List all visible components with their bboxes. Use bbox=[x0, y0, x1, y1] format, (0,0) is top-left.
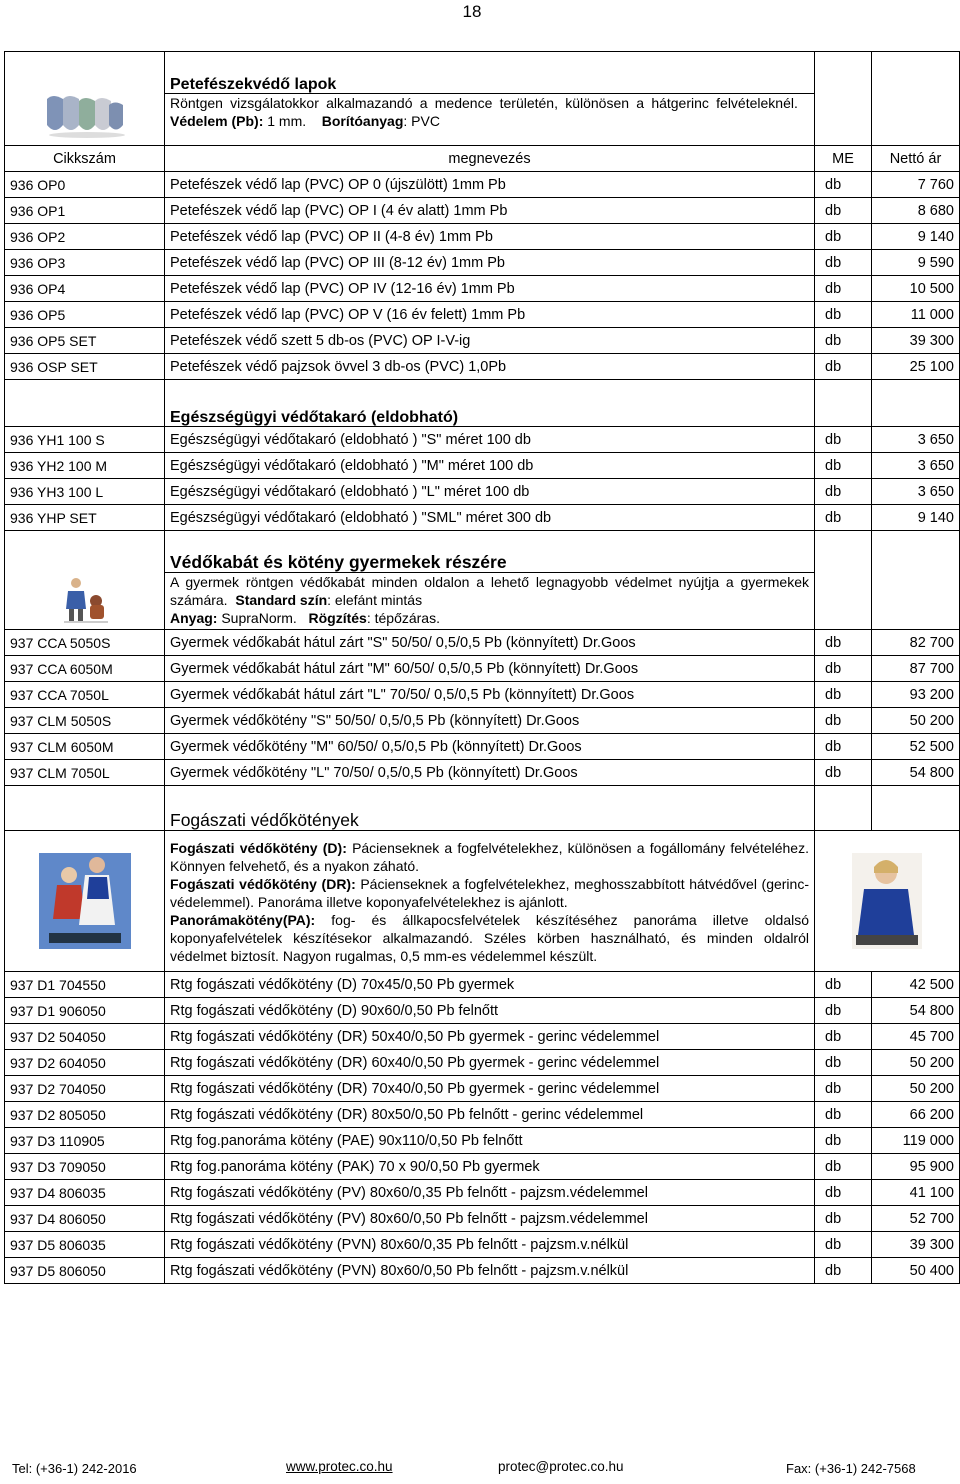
product-code: 937 D4 806035 bbox=[5, 1180, 165, 1206]
section-header bbox=[5, 380, 960, 427]
product-unit: db bbox=[815, 1024, 872, 1050]
ovary-shields-image bbox=[5, 52, 165, 146]
table-row bbox=[5, 479, 960, 505]
product-code: 936 OP3 bbox=[5, 250, 165, 276]
table-row bbox=[5, 505, 960, 531]
product-name: Petefészek védő lap (PVC) OP II (4-8 év) 1mm Pb bbox=[165, 224, 815, 250]
product-code: 937 D2 604050 bbox=[5, 1050, 165, 1076]
product-name: Rtg fogászati védőkötény (PVN) 80x60/0,35 Pb felnőtt - pajzsm.v.nélkül bbox=[165, 1232, 815, 1258]
product-unit: db bbox=[815, 276, 872, 302]
product-price: 50 200 bbox=[872, 708, 960, 734]
table-row bbox=[5, 427, 960, 453]
product-code: 937 D1 906050 bbox=[5, 998, 165, 1024]
section-title: Fogászati védőkötények bbox=[170, 810, 359, 830]
section-title: Egészségügyi védőtakaró (eldobható) bbox=[170, 409, 459, 426]
product-unit: db bbox=[815, 224, 872, 250]
product-code: 936 YHP SET bbox=[5, 505, 165, 531]
footer-fax: Fax: (+36-1) 242-7568 bbox=[786, 1461, 916, 1476]
product-unit: db bbox=[815, 427, 872, 453]
product-name: Rtg fogászati védőkötény (PV) 80x60/0,35 Pb felnőtt - pajzsm.védelemmel bbox=[165, 1180, 815, 1206]
product-code: 936 OP5 bbox=[5, 302, 165, 328]
product-code: 937 D2 704050 bbox=[5, 1076, 165, 1102]
product-unit: db bbox=[815, 505, 872, 531]
product-price: 45 700 bbox=[872, 1024, 960, 1050]
product-code: 937 CCA 6050M bbox=[5, 656, 165, 682]
product-name: Rtg fogászati védőkötény (DR) 50x40/0,50 Pb gyermek - gerinc védelemmel bbox=[165, 1024, 815, 1050]
product-name: Egészségügyi védőtakaró (eldobható ) "SML" méret 300 db bbox=[165, 505, 815, 531]
product-code: 937 D2 805050 bbox=[5, 1102, 165, 1128]
product-price: 10 500 bbox=[872, 276, 960, 302]
product-unit: db bbox=[815, 479, 872, 505]
table-row bbox=[5, 656, 960, 682]
table-row bbox=[5, 972, 960, 998]
footer bbox=[0, 1461, 960, 1481]
product-price: 93 200 bbox=[872, 682, 960, 708]
section-title: Védőkabát és kötény gyermekek részére bbox=[170, 552, 507, 572]
product-code: 937 CLM 6050M bbox=[5, 734, 165, 760]
product-unit: db bbox=[815, 1050, 872, 1076]
product-price: 39 300 bbox=[872, 328, 960, 354]
product-price: 8 680 bbox=[872, 198, 960, 224]
product-code: 937 CLM 5050S bbox=[5, 708, 165, 734]
table-row bbox=[5, 224, 960, 250]
table-row bbox=[5, 1024, 960, 1050]
product-price: 95 900 bbox=[872, 1154, 960, 1180]
dental-apron-photo-icon bbox=[39, 853, 131, 949]
product-name: Rtg fogászati védőkötény (PV) 80x60/0,50 Pb felnőtt - pajzsm.védelemmel bbox=[165, 1206, 815, 1232]
section-header bbox=[5, 52, 960, 94]
product-name: Gyermek védőkötény "L" 70/50/ 0,5/0,5 Pb (könnyített) Dr.Goos bbox=[165, 760, 815, 786]
product-unit: db bbox=[815, 734, 872, 760]
table-row bbox=[5, 630, 960, 656]
product-code: 936 OP2 bbox=[5, 224, 165, 250]
product-name: Gyermek védőkötény "M" 60/50/ 0,5/0,5 Pb (könnyített) Dr.Goos bbox=[165, 734, 815, 760]
table-row bbox=[5, 453, 960, 479]
product-code: 936 OP5 SET bbox=[5, 328, 165, 354]
product-price: 3 650 bbox=[872, 453, 960, 479]
table-row bbox=[5, 302, 960, 328]
table-row bbox=[5, 198, 960, 224]
table-row bbox=[5, 1180, 960, 1206]
product-name: Rtg fog.panoráma kötény (PAE) 90x110/0,50 Pb felnőtt bbox=[165, 1128, 815, 1154]
product-name: Egészségügyi védőtakaró (eldobható ) "S" méret 100 db bbox=[165, 427, 815, 453]
section-description: Fogászati védőkötény (D): Pácienseknek a fogfelvételekhez, különösen a fogállomány felvételéhez. Könnyen felvehető, és a nyakon záható. Fogászati védőkötény (DR): Pácienseknek a fogfelvételekhez, meghosszabbított hátvédővel (gerinc-védelemmel). Panoráma illetve koponyafelvételekhez is ajánlott. Panorámakötény(PA): fog- és állkapocsfelvételek készítéséhez panoráma illetve oldalsó koponyafelvételek készítésekor alkalmazandó. Széles körben használható, és minden oldalról védelmet biztosít. Nagyon rugalmas, 0,5 mm-es védelemmel készült. bbox=[5, 831, 960, 972]
product-code: 937 D1 704550 bbox=[5, 972, 165, 998]
product-name: Petefészek védő lap (PVC) OP III (8-12 év) 1mm Pb bbox=[165, 250, 815, 276]
product-name: Rtg fogászati védőkötény (DR) 70x40/0,50 Pb gyermek - gerinc védelemmel bbox=[165, 1076, 815, 1102]
product-name: Petefészek védő lap (PVC) OP 0 (újszülött) 1mm Pb bbox=[165, 172, 815, 198]
product-price: 54 800 bbox=[872, 760, 960, 786]
product-unit: db bbox=[815, 682, 872, 708]
product-code: 936 OP0 bbox=[5, 172, 165, 198]
table-row bbox=[5, 276, 960, 302]
table-row bbox=[5, 1206, 960, 1232]
product-name: Petefészek védő lap (PVC) OP V (16 év felett) 1mm Pb bbox=[165, 302, 815, 328]
dental-apron-photo-left bbox=[5, 831, 165, 972]
product-name: Rtg fogászati védőkötény (DR) 80x50/0,50 Pb felnőtt - gerinc védelemmel bbox=[165, 1102, 815, 1128]
section-title: Petefészekvédő lapok bbox=[170, 76, 337, 93]
product-price: 87 700 bbox=[872, 656, 960, 682]
product-unit: db bbox=[815, 302, 872, 328]
product-price: 41 100 bbox=[872, 1180, 960, 1206]
product-name: Petefészek védő pajzsok övvel 3 db-os (PVC) 1,0Pb bbox=[165, 354, 815, 380]
footer-tel: Tel: (+36-1) 242-2016 bbox=[12, 1461, 137, 1476]
col-header-unit: ME bbox=[815, 146, 872, 172]
product-unit: db bbox=[815, 708, 872, 734]
product-unit: db bbox=[815, 1206, 872, 1232]
product-name: Gyermek védőkabát hátul zárt "M" 60/50/ 0,5/0,5 Pb (könnyített) Dr.Goos bbox=[165, 656, 815, 682]
product-name: Petefészek védő szett 5 db-os (PVC) OP I-V-ig bbox=[165, 328, 815, 354]
child-apron-image bbox=[5, 531, 165, 630]
dental-apron-photo-icon bbox=[852, 853, 922, 949]
product-unit: db bbox=[815, 1128, 872, 1154]
table-row bbox=[5, 682, 960, 708]
product-unit: db bbox=[815, 998, 872, 1024]
table-row bbox=[5, 1232, 960, 1258]
product-name: Egészségügyi védőtakaró (eldobható ) "L" méret 100 db bbox=[165, 479, 815, 505]
product-price: 9 140 bbox=[872, 505, 960, 531]
product-name: Rtg fogászati védőkötény (PVN) 80x60/0,50 Pb felnőtt - pajzsm.v.nélkül bbox=[165, 1258, 815, 1284]
product-price: 50 200 bbox=[872, 1050, 960, 1076]
product-name: Petefészek védő lap (PVC) OP I (4 év alatt) 1mm Pb bbox=[165, 198, 815, 224]
table-row bbox=[5, 998, 960, 1024]
product-unit: db bbox=[815, 172, 872, 198]
table-row bbox=[5, 734, 960, 760]
product-price: 66 200 bbox=[872, 1102, 960, 1128]
product-code: 936 YH1 100 S bbox=[5, 427, 165, 453]
product-code: 937 CCA 5050S bbox=[5, 630, 165, 656]
dental-apron-photo-right bbox=[815, 831, 960, 972]
section-description: A gyermek röntgen védőkabát minden oldalon a lehető legnagyobb védelmet nyújtja a gyermekek számára. Standard szín: elefánt mintás Anyag: SupraNorm. Rögzítés: tépőzáras. bbox=[5, 573, 960, 630]
product-unit: db bbox=[815, 328, 872, 354]
table-row bbox=[5, 1128, 960, 1154]
product-code: 937 D5 806050 bbox=[5, 1258, 165, 1284]
product-price: 50 200 bbox=[872, 1076, 960, 1102]
product-price: 9 140 bbox=[872, 224, 960, 250]
section-header bbox=[5, 786, 960, 831]
product-price: 52 700 bbox=[872, 1206, 960, 1232]
product-price: 3 650 bbox=[872, 427, 960, 453]
product-name: Egészségügyi védőtakaró (eldobható ) "M" méret 100 db bbox=[165, 453, 815, 479]
product-unit: db bbox=[815, 1258, 872, 1284]
footer-website-link[interactable]: www.protec.co.hu bbox=[286, 1459, 393, 1474]
table-row bbox=[5, 1258, 960, 1284]
table-row bbox=[5, 354, 960, 380]
table-row bbox=[5, 328, 960, 354]
product-unit: db bbox=[815, 354, 872, 380]
product-name: Rtg fogászati védőkötény (D) 70x45/0,50 Pb gyermek bbox=[165, 972, 815, 998]
product-price: 42 500 bbox=[872, 972, 960, 998]
product-price: 3 650 bbox=[872, 479, 960, 505]
product-code: 936 OP1 bbox=[5, 198, 165, 224]
product-unit: db bbox=[815, 198, 872, 224]
table-row bbox=[5, 172, 960, 198]
product-unit: db bbox=[815, 656, 872, 682]
table-row bbox=[5, 1102, 960, 1128]
product-price: 82 700 bbox=[872, 630, 960, 656]
product-unit: db bbox=[815, 1180, 872, 1206]
product-unit: db bbox=[815, 1076, 872, 1102]
product-name: Petefészek védő lap (PVC) OP IV (12-16 év) 1mm Pb bbox=[165, 276, 815, 302]
product-name: Gyermek védőkabát hátul zárt "S" 50/50/ 0,5/0,5 Pb (könnyített) Dr.Goos bbox=[165, 630, 815, 656]
table-row bbox=[5, 708, 960, 734]
product-code: 937 CCA 7050L bbox=[5, 682, 165, 708]
product-code: 937 D3 709050 bbox=[5, 1154, 165, 1180]
product-price: 9 590 bbox=[872, 250, 960, 276]
product-unit: db bbox=[815, 760, 872, 786]
product-code: 936 YH2 100 M bbox=[5, 453, 165, 479]
product-price: 25 100 bbox=[872, 354, 960, 380]
product-price: 39 300 bbox=[872, 1232, 960, 1258]
product-code: 937 D4 806050 bbox=[5, 1206, 165, 1232]
product-price: 119 000 bbox=[872, 1128, 960, 1154]
table-row bbox=[5, 1050, 960, 1076]
product-name: Rtg fog.panoráma kötény (PAK) 70 x 90/0,50 Pb gyermek bbox=[165, 1154, 815, 1180]
product-unit: db bbox=[815, 630, 872, 656]
section-description: Röntgen vizsgálatokkor alkalmazandó a medence területén, különösen a hátgerinc felvételeknél. Védelem (Pb): 1 mm. Borítóanyag: PVC bbox=[5, 94, 960, 146]
product-unit: db bbox=[815, 1232, 872, 1258]
product-name: Gyermek védőkötény "S" 50/50/ 0,5/0,5 Pb (könnyített) Dr.Goos bbox=[165, 708, 815, 734]
product-unit: db bbox=[815, 453, 872, 479]
product-unit: db bbox=[815, 250, 872, 276]
col-header-code: Cikkszám bbox=[5, 146, 165, 172]
product-code: 936 OP4 bbox=[5, 276, 165, 302]
product-unit: db bbox=[815, 1154, 872, 1180]
section-header bbox=[5, 531, 960, 573]
table-row bbox=[5, 1076, 960, 1102]
product-name: Rtg fogászati védőkötény (D) 90x60/0,50 Pb felnőtt bbox=[165, 998, 815, 1024]
product-code: 937 D5 806035 bbox=[5, 1232, 165, 1258]
product-code: 937 D2 504050 bbox=[5, 1024, 165, 1050]
product-unit: db bbox=[815, 1102, 872, 1128]
price-table bbox=[4, 51, 960, 1284]
ovary-shield-icon bbox=[43, 91, 127, 139]
product-code: 937 CLM 7050L bbox=[5, 760, 165, 786]
product-price: 50 400 bbox=[872, 1258, 960, 1284]
product-price: 52 500 bbox=[872, 734, 960, 760]
product-code: 937 D3 110905 bbox=[5, 1128, 165, 1154]
col-header-price: Nettó ár bbox=[872, 146, 960, 172]
table-row bbox=[5, 1154, 960, 1180]
table-row bbox=[5, 250, 960, 276]
product-name: Rtg fogászati védőkötény (DR) 60x40/0,50 Pb gyermek - gerinc védelemmel bbox=[165, 1050, 815, 1076]
col-header-name: megnevezés bbox=[165, 146, 815, 172]
footer-email[interactable]: protec@protec.co.hu bbox=[498, 1459, 624, 1474]
product-price: 11 000 bbox=[872, 302, 960, 328]
product-code: 936 YH3 100 L bbox=[5, 479, 165, 505]
product-code: 936 OSP SET bbox=[5, 354, 165, 380]
page-number: 18 bbox=[462, 2, 482, 21]
product-unit: db bbox=[815, 972, 872, 998]
product-price: 7 760 bbox=[872, 172, 960, 198]
child-apron-icon bbox=[60, 575, 110, 625]
table-header bbox=[5, 146, 960, 172]
product-price: 54 800 bbox=[872, 998, 960, 1024]
table-row bbox=[5, 760, 960, 786]
product-name: Gyermek védőkabát hátul zárt "L" 70/50/ 0,5/0,5 Pb (könnyített) Dr.Goos bbox=[165, 682, 815, 708]
